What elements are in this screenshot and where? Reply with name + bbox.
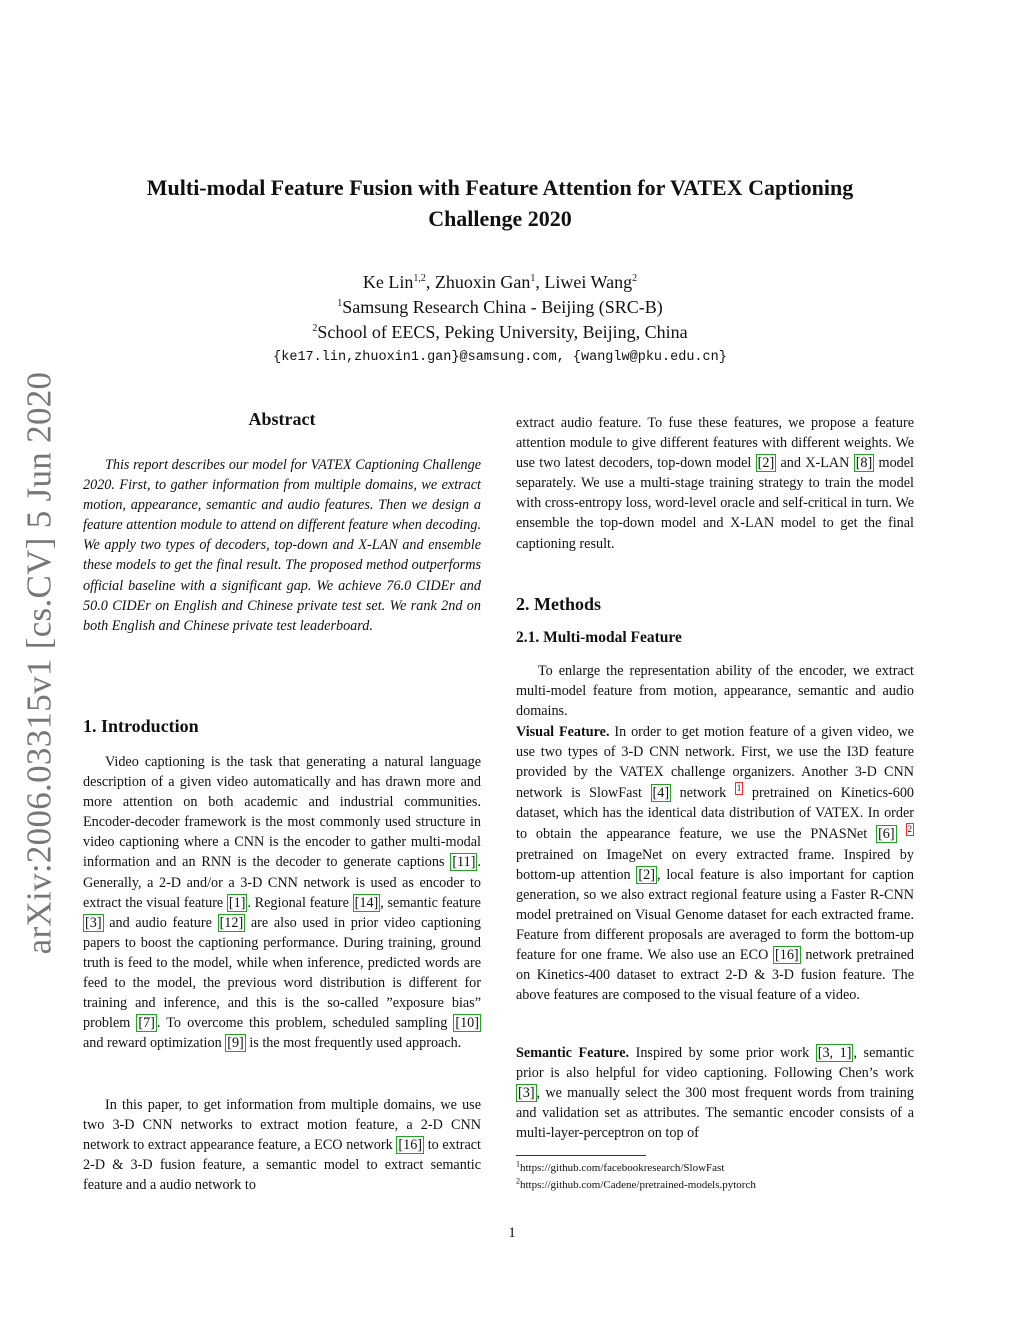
text-run: Inspired by some prior work <box>629 1045 816 1061</box>
citation-link[interactable]: [11] <box>452 854 476 871</box>
citation-link[interactable]: [3] <box>85 914 102 931</box>
citation-link[interactable]: [10] <box>455 1015 479 1032</box>
visual-feature-label: Visual Feature. <box>516 724 610 740</box>
arxiv-identifier-text: arXiv:2006.03315v1 [cs.CV] 5 Jun 2020 <box>19 371 59 954</box>
author-block <box>90 270 910 371</box>
citation-link[interactable]: [16] <box>775 947 799 964</box>
affiliation-2 <box>90 320 910 345</box>
author-3-affiliation: 2 <box>632 273 638 284</box>
citation-link[interactable]: [4] <box>652 785 670 802</box>
multimodal-feature-heading: 2.1. Multi-modal Feature <box>516 629 682 646</box>
title-line-2: Challenge 2020 <box>428 206 572 231</box>
footnotes <box>516 1160 914 1194</box>
text-run: In order to get motion feature of a given video, we use two types of 3-D CNN network. First, we use the I3D feature provided by the VATEX challenge organizers. Another 3-D CNN network is SlowFast <box>516 724 914 802</box>
text-run: and audio feature <box>103 914 218 931</box>
text-run: and X-LAN <box>776 455 854 472</box>
affiliation-1-number: 1 <box>337 298 343 309</box>
citation-link[interactable]: [1] <box>228 894 246 911</box>
author-names <box>90 270 910 295</box>
text-run: network <box>671 785 735 802</box>
text-run: extract audio feature. To fuse these features, we propose a feature attention module to give different features with different weights. We use two latest decoders, top-down model <box>516 415 914 472</box>
text-run: , semantic prior is also helpful for video captioning. Following Chen’s work <box>516 1045 914 1082</box>
methods-heading: 2. Methods <box>516 594 601 614</box>
text-run: . Generally, a 2-D and/or a 3-D CNN network is used as encoder to extract the visual feature <box>83 854 481 911</box>
text-run: , local feature is also important for caption generation, so we also extract regional feature using a Faster R-CNN model pretrained on Visual Genome dataset for each extracted frame. Feature from different proposals are averaged to form the bottom-up feature for one frame. We also use an ECO <box>516 866 914 964</box>
arxiv-identifier <box>18 365 60 960</box>
footnote-link[interactable]: 1 <box>736 783 742 794</box>
author-3: , Liwei Wang <box>535 272 633 292</box>
introduction-heading: 1. Introduction <box>83 716 199 736</box>
affiliation-2-text: School of EECS, Peking University, Beijing, China <box>317 322 688 342</box>
footnote-1-number: 1 <box>516 1159 520 1169</box>
footnote-link[interactable]: 2 <box>907 824 912 835</box>
text-run: . Regional feature <box>247 894 353 911</box>
introduction-paragraph-2 <box>83 1095 481 1195</box>
text-run: are also used in prior video captioning papers to boost the captioning performance. During training, ground truth is feed to the model, while when inference, predicted words are feed to the model, the previous word distribution is different for training and inference, and this is the so-called ”exposure bias” problem <box>83 914 481 1032</box>
introduction-paragraph-1 <box>83 752 481 1053</box>
footnote-2 <box>516 1177 914 1194</box>
citation-link[interactable]: [16] <box>398 1137 423 1154</box>
footnote-1 <box>516 1160 914 1177</box>
citation-link[interactable]: [6] <box>878 826 895 843</box>
citation-link[interactable]: [2] <box>638 866 655 883</box>
visual-feature-paragraph <box>516 722 914 1005</box>
text-run: , we manually select the 300 most frequent words from training and validation set as attributes. The semantic encoder consists of a multi-layer-perceptron on top of <box>516 1085 914 1142</box>
abstract-heading: Abstract <box>248 409 316 429</box>
semantic-feature-paragraph <box>516 1043 914 1143</box>
text-run: and reward optimization <box>83 1035 226 1052</box>
semantic-feature-label: Semantic Feature. <box>516 1045 630 1061</box>
text-run: , semantic feature <box>380 894 481 911</box>
citation-link[interactable]: [9] <box>227 1035 244 1052</box>
citation-link[interactable]: [12] <box>219 914 244 931</box>
text-run: Video captioning is the task that generating a natural language description of a given video automatically and has drawn more and more attention on both academic and industrial communities. Encoder-decoder framework is the most commonly used structure in video captioning where a CNN is the encoder to gather multi-modal information and an RNN is the decoder to generate captions <box>83 754 481 871</box>
author-emails: {ke17.lin,zhuoxin1.gan}@samsung.com, {wanglw@pku.edu.cn} <box>273 350 727 365</box>
title-line-1: Multi-modal Feature Fusion with Feature Attention for VATEX Captioning <box>146 175 854 200</box>
affiliation-1-text: Samsung Research China - Beijing (SRC-B) <box>342 297 663 317</box>
text-run: pretrained on Kinetics-600 dataset, which has the identical data distribution of VATEX. In order to obtain the appearance feature, we use the PNASNet <box>516 785 915 843</box>
page-number: 1 <box>508 1225 516 1241</box>
author-2: , Zhuoxin Gan <box>425 272 531 292</box>
footnote-2-url[interactable]: https://github.com/Cadene/pretrained-models.pytorch <box>520 1179 756 1191</box>
text-run: model separately. We use a multi-stage training strategy to train the model with cross-entropy loss, word-level oracle and self-critical in turn. We ensemble the top-down model and X-LAN model to get the final captioning result. <box>516 455 914 552</box>
citation-link[interactable]: [2] <box>757 455 775 472</box>
affiliation-2-number: 2 <box>312 323 318 334</box>
methods-paragraph-1: To enlarge the representation ability of the encoder, we extract multi-model feature from motion, appearance, semantic and audio domains. <box>516 663 914 720</box>
text-run: . To overcome this problem, scheduled sampling <box>156 1015 454 1032</box>
abstract-text: This report describes our model for VATEX Captioning Challenge 2020. First, to gather information from multiple domains, we extract motion, appearance, semantic and audio features. Then we design a feature attention module to attend on different feature when decoding. We apply two types of decoders, top-down and X-LAN and ensemble these models to get the final result. The proposed method outperforms official baseline with a significant gap. We achieve 76.0 CIDEr and 50.0 CIDEr on English and Chinese private test set. We rank 2nd on both English and Chinese private test leaderboard. <box>83 457 481 634</box>
citation-link[interactable]: [8] <box>855 455 873 472</box>
author-1-affiliation: 1,2 <box>413 273 426 284</box>
author-2-affiliation: 1 <box>530 273 536 284</box>
citation-link[interactable]: [14] <box>354 894 379 911</box>
affiliation-1 <box>90 295 910 320</box>
footnote-2-number: 2 <box>516 1176 520 1186</box>
citation-link[interactable]: [3, 1] <box>817 1045 852 1061</box>
text-run: to extract 2-D & 3-D fusion feature, a semantic model to extract semantic feature and a audio network to <box>83 1137 481 1194</box>
citation-link[interactable]: [7] <box>138 1015 155 1032</box>
text-run: network pretrained on Kinetics-400 dataset to extract 2-D & 3-D fusion feature. The above features are composed to the visual feature of a video. <box>516 947 914 1004</box>
text-run <box>897 826 906 842</box>
citation-link[interactable]: [3] <box>518 1085 535 1102</box>
text-run: is the most frequently used approach. <box>245 1035 462 1052</box>
introduction-continued <box>516 413 914 554</box>
footnote-1-url[interactable]: https://github.com/facebookresearch/SlowFast <box>520 1162 725 1174</box>
text-run: In this paper, to get information from multiple domains, we use two 3-D CNN networks to extract motion feature, a 2-D CNN network to extract appearance feature, a ECO network <box>83 1097 481 1154</box>
paper-title <box>90 172 910 234</box>
author-1: Ke Lin <box>362 272 414 292</box>
text-run: pretrained on ImageNet on every extracted frame. Inspired by bottom-up attention <box>516 846 914 883</box>
footnote-divider <box>516 1155 646 1156</box>
